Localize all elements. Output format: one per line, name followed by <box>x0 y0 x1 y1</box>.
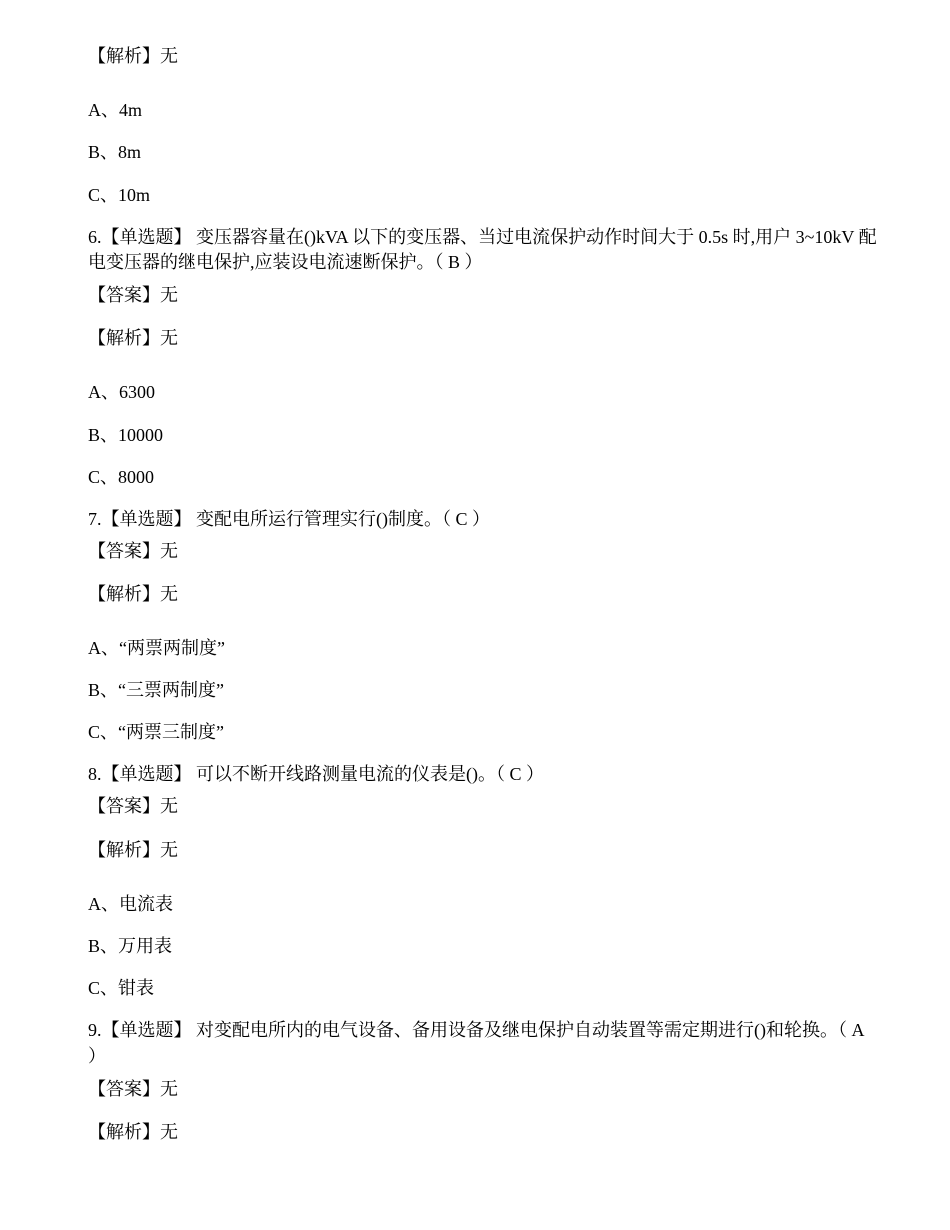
question-8-answer: 【答案】无 <box>88 796 178 816</box>
question-9-analysis: 【解析】无 <box>88 1122 178 1142</box>
question-6-option-b: B、10000 <box>88 425 164 445</box>
option-a: A、4m <box>88 100 142 120</box>
question-8-stem: 8.【单选题】 可以不断开线路测量电流的仪表是()。（ C ） <box>88 764 544 784</box>
question-9-stem-line1: 9.【单选题】 对变配电所内的电气设备、备用设备及继电保护自动装置等需定期进行()和轮换。（ A <box>88 1020 865 1040</box>
question-7-option-b: B、“三票两制度” <box>88 680 224 700</box>
question-7-option-a: A、“两票两制度” <box>88 638 225 658</box>
question-6-stem-line1: 6.【单选题】 变压器容量在()kVA 以下的变压器、当过电流保护动作时间大于 0.5s 时,用户 3~10kV 配 <box>88 227 877 247</box>
question-6-answer: 【答案】无 <box>88 285 178 305</box>
question-6-option-a: A、6300 <box>88 382 155 402</box>
option-b: B、8m <box>88 142 142 162</box>
question-6-option-c: C、8000 <box>88 467 155 487</box>
question-8-option-a: A、电流表 <box>88 894 173 914</box>
analysis-text: 【解析】无 <box>88 46 178 66</box>
question-7-answer: 【答案】无 <box>88 541 178 561</box>
option-c: C、10m <box>88 185 151 205</box>
question-6-stem-line2: 电变压器的继电保护,应装设电流速断保护。（ B ） <box>88 252 483 272</box>
question-9-answer: 【答案】无 <box>88 1079 178 1099</box>
question-7-option-c: C、“两票三制度” <box>88 722 224 742</box>
question-8-option-c: C、钳表 <box>88 978 155 998</box>
question-7-stem: 7.【单选题】 变配电所运行管理实行()制度。（ C ） <box>88 509 490 529</box>
question-8-analysis: 【解析】无 <box>88 840 178 860</box>
question-8-option-b: B、万用表 <box>88 936 173 956</box>
question-6-analysis: 【解析】无 <box>88 328 178 348</box>
question-7-analysis: 【解析】无 <box>88 584 178 604</box>
question-9-stem-line2: ） <box>88 1046 106 1066</box>
